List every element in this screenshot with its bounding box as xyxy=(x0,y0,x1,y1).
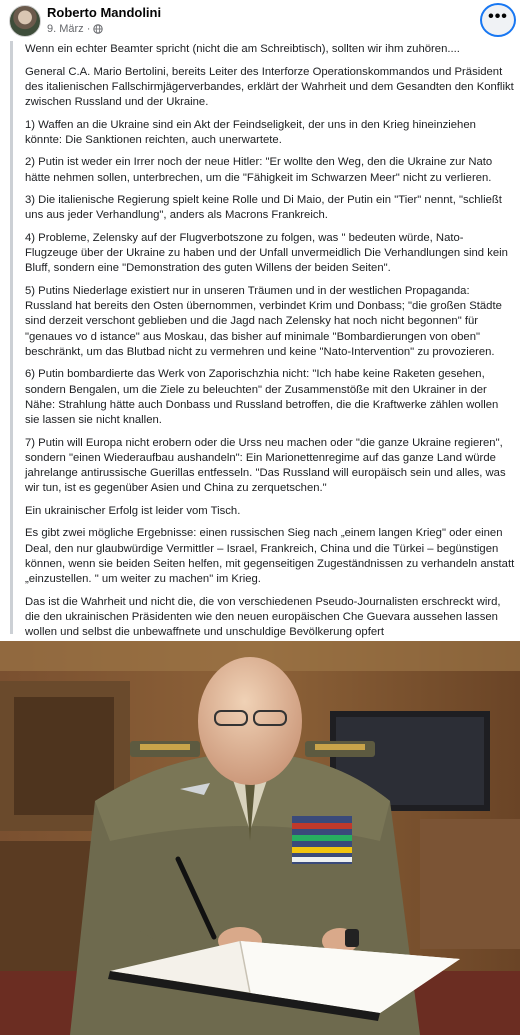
post-date[interactable]: 9. März xyxy=(47,23,84,35)
paragraph-point-6: 6) Putin bombardierte das Werk von Zaporischzhia nicht: "Ich habe keine Raketen gesehen, sondern Bengalen, um die Ziele zu beleuchten" der Zusammenstöße mit den Ukrainer in der Nähe: Strahlung hätte auch Donbass und Russland betroffen, die die Kraftwerke zählen wollen sie lassen sie nicht knallen. xyxy=(25,368,499,426)
paragraph-truth: Das ist die Wahrheit und nicht die, die von verschiedenen Pseudo-Journalisten erschreckt wird, die den ukrainischen Präsidenten wie den neuen europäischen Che Guevara aussehen lassen wollen und selbst die unbewaffnete und unschuldige Bevölkerung opfert xyxy=(25,595,501,638)
more-options-button[interactable] xyxy=(480,3,516,37)
paragraph-point-4: 4) Probleme, Zelensky auf der Flugverbotszone zu folgen, was " bedeuten würde, Nato-Flugzeuge über der Ukraine zu haben und der Unfall unvermeidlich Die Verhandlungen sind kein Bluff, sondern eine "Demonstration des guten Willens der beiden Seiten". xyxy=(25,231,508,275)
post-body xyxy=(25,42,515,648)
post-header xyxy=(0,0,520,42)
author-name[interactable]: Roberto Mandolini xyxy=(47,5,162,20)
paragraph-point-1: 1) Waffen an die Ukraine sind ein Akt der Feindseligkeit, der uns in den Krieg hineinziehen könnte: Die Sanktionen reichten, auch unerwartete. xyxy=(25,118,476,146)
paragraph-point-3: 3) Die italienische Regierung spielt keine Rolle und Di Maio, der Putin ein "Tier" nennt, "schließt uns aus jeder Verhandlung", anders als Macrons Frankreich. xyxy=(25,194,502,222)
meta-separator: · xyxy=(86,23,91,35)
author-avatar[interactable] xyxy=(9,5,41,37)
paragraph-outcomes: Es gibt zwei mögliche Ergebnisse: einen russischen Sieg nach „einem langen Krieg" oder einen Deal, den nur glaubwürdige Vermittler – Israel, Frankreich, China und die Türkei – begünstigen können, wenn sie beiden Seiten helfen, mit gegenseitigen Zugeständnissen zu verhandeln anstatt „einzustellen. " um weiter zu machen" im Krieg. xyxy=(25,527,515,585)
photo-general-signing xyxy=(0,641,520,1035)
post-text xyxy=(0,41,520,638)
more-options-icon: ••• xyxy=(488,8,508,25)
paragraph-intro: Wenn ein echter Beamter spricht (nicht die am Schreibtisch), sollten wir ihm zuhören.... xyxy=(25,43,460,55)
post-meta xyxy=(47,23,103,35)
paragraph-point-7: 7) Putin will Europa nicht erobern oder die Urss neu machen oder "die ganze Ukraine regieren", sondern "einen Wiederaufbau aushandeln": Ein Marionettenregime auf das ganze Land würde jahrelange antirussische Guerillas entfesseln. "Das Russland will europäisch sein und alles, was wir tun, ist es gegenüber Asien und China zu zerquetschen." xyxy=(25,436,506,495)
paragraph-ukraine: Ein ukrainischer Erfolg ist leider vom Tisch. xyxy=(25,504,241,517)
post-photo[interactable] xyxy=(0,641,520,1035)
globe-icon[interactable] xyxy=(93,24,103,34)
paragraph-point-2: 2) Putin ist weder ein Irrer noch der neue Hitler: "Er wollte den Weg, den die Ukraine zur Nato hätte nehmen sollen, unterbrechen, um die "Fähigkeit im Schwarzen Meer" nicht zu verlieren. xyxy=(25,156,493,184)
paragraph-point-5: 5) Putins Niederlage existiert nur in unseren Träumen und in der westlichen Propaganda: Russland hat bereits den Osten übernommen, verbindet Krim und Donbass; "die großen Städte sind derzeit verschont geblieben und die Jagd nach Zelensky hat noch nicht begonnen" für "genaues vo d istance" aus Moskau, das bisher auf minimale "Bombardierungen von oben" beschränkt, um das Blutbad nicht zu vermehren und keine "Nato-Intervention" zu provozieren. xyxy=(25,284,502,358)
paragraph-general: General C.A. Mario Bertolini, bereits Leiter des Interforze Operationskommandos und Präsident des italienischen Fallschirmjägerverbandes, erklärt der Wahrheit und dem Gesandten den Konflikt zwischen Russland und der Ukraine. xyxy=(25,65,514,108)
quote-bar xyxy=(10,41,13,634)
